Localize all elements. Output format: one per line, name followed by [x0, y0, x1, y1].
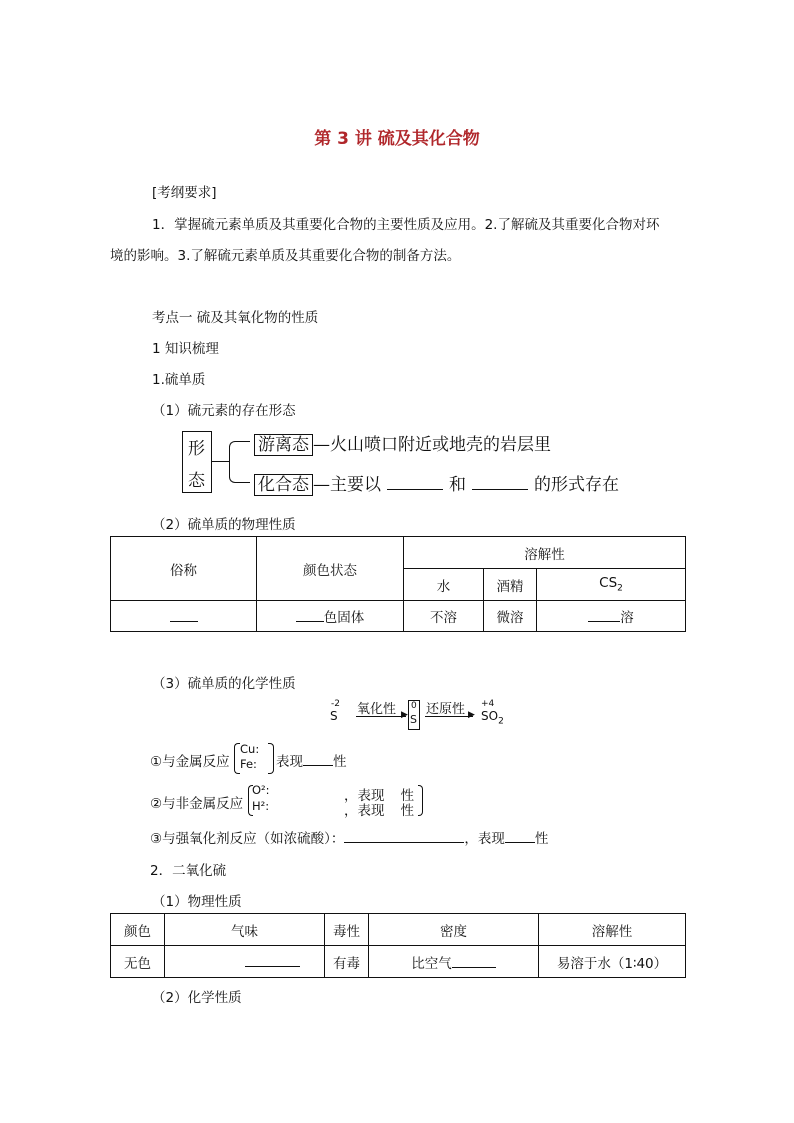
oxidizing-label: 氧化性 — [357, 702, 397, 717]
blank — [303, 751, 333, 766]
brace-right-1 — [268, 743, 274, 774]
reaction-oxidant-row: ③与强氧化剂反应（如浓硫酸）： ，表现 性 — [150, 827, 548, 847]
paragraph-so2-physical: （1）物理性质 — [152, 894, 242, 910]
requirements-line-2: 境的影响。3.了解硫元素单质及其重要化合物的制备方法。 — [110, 248, 461, 264]
nonmetal-line-2: ，表现 性 — [344, 803, 414, 819]
forms-label-box — [182, 431, 212, 493]
free-state-box: 游离态 — [254, 434, 313, 456]
sulfur-physical-table — [110, 536, 686, 632]
requirements-line-1: 1．掌握硫元素单质及其重要化合物的主要性质及应用。2.了解硫及其重要化合物对环 — [152, 217, 660, 233]
forms-connector — [211, 461, 229, 462]
section-heading: 考点一 硫及其氧化物的性质 — [152, 310, 319, 326]
blank — [245, 952, 300, 967]
paragraph-chemical-properties: （3）硫单质的化学性质 — [152, 676, 296, 692]
right-oxidation-state: +4 — [481, 699, 495, 709]
combined-state-box: 化合态 — [254, 474, 313, 496]
forms-label-top: 形 — [188, 439, 205, 459]
topic-heading: 1.硫单质 — [152, 372, 206, 388]
header-solubility: 溶解性 — [539, 914, 686, 946]
reaction-metal-label: ①与金属反应 — [150, 754, 230, 770]
cell-solubility: 易溶于水（1∶40） — [539, 946, 686, 978]
blank — [170, 607, 198, 622]
blank — [588, 607, 620, 622]
header-color-state: 颜色状态 — [257, 537, 404, 601]
header-cs2: $CS_2$ — [537, 569, 686, 601]
left-sulfur: S — [330, 709, 338, 723]
and-text: 和 — [449, 475, 466, 495]
subsection-heading: 1 知识梳理 — [152, 341, 219, 357]
header-solubility: 溶解性 — [404, 537, 686, 569]
cell-toxicity: 有毒 — [325, 946, 369, 978]
sulfur-dioxide: $SO_2$ — [481, 709, 504, 727]
forms-combined-row — [254, 470, 619, 495]
forms-free-row — [254, 430, 551, 455]
cell-density: 比空气 — [369, 946, 539, 978]
header-alcohol: 酒精 — [484, 569, 537, 601]
blank — [452, 953, 496, 968]
header-water: 水 — [404, 569, 484, 601]
header-name: 俗称 — [111, 537, 257, 601]
blank — [472, 475, 528, 490]
header-color: 颜色 — [111, 914, 165, 946]
cell-name-blank — [111, 601, 257, 632]
forms-bracket — [229, 441, 250, 483]
nonmetal-line-1: ，表现 性 — [344, 788, 414, 804]
metal-fe: Fe: — [240, 757, 257, 771]
arrow-line-1 — [356, 716, 406, 717]
reaction-nonmetal-label: ②与非金属反应 — [150, 796, 244, 812]
blank — [296, 607, 324, 622]
header-smell: 气味 — [165, 914, 325, 946]
cell-water: 不溶 — [404, 601, 484, 632]
combined-state-desc: —主要以 — [313, 475, 381, 495]
arrow-line-2 — [425, 716, 473, 717]
cell-smell — [165, 946, 325, 978]
requirements-heading: [考纲要求] — [152, 185, 217, 201]
page-title: 第 3 讲 硫及其化合物 — [314, 129, 480, 149]
cell-cs2: 溶 — [537, 601, 686, 632]
blank — [344, 828, 464, 843]
paragraph-so2-chemical: （2）化学性质 — [152, 990, 242, 1006]
metal-cu: Cu: — [240, 742, 260, 756]
cell-color: 色固体 — [257, 601, 404, 632]
nonmetal-h2: H²: — [252, 799, 270, 813]
combined-tail: 的形式存在 — [534, 475, 619, 495]
topic-heading-so2: 2．二氧化硫 — [150, 863, 227, 879]
nonmetal-o2: O²: — [252, 783, 270, 797]
reducing-label: 还原性 — [426, 702, 466, 717]
header-density: 密度 — [369, 914, 539, 946]
cell-alcohol: 微溶 — [484, 601, 537, 632]
brace-right-2 — [418, 785, 423, 816]
cell-color: 无色 — [111, 946, 165, 978]
blank — [505, 828, 535, 843]
so2-physical-table — [110, 913, 686, 978]
blank — [387, 475, 443, 490]
forms-label-bottom: 态 — [188, 471, 205, 491]
left-oxidation-state: -2 — [331, 699, 340, 709]
paragraph-existence-forms: （1）硫元素的存在形态 — [152, 403, 296, 419]
mid-sulfur-box: 0 S — [408, 700, 420, 730]
free-state-desc: —火山喷口附近或地壳的岩层里 — [313, 435, 551, 455]
arrow-head-2: ▶ — [468, 710, 475, 720]
paragraph-physical-properties: （2）硫单质的物理性质 — [152, 517, 296, 533]
header-toxicity: 毒性 — [325, 914, 369, 946]
reaction-metal-tail: 表现 性 — [276, 750, 347, 770]
arrow-head-1: ▶ — [401, 710, 408, 720]
